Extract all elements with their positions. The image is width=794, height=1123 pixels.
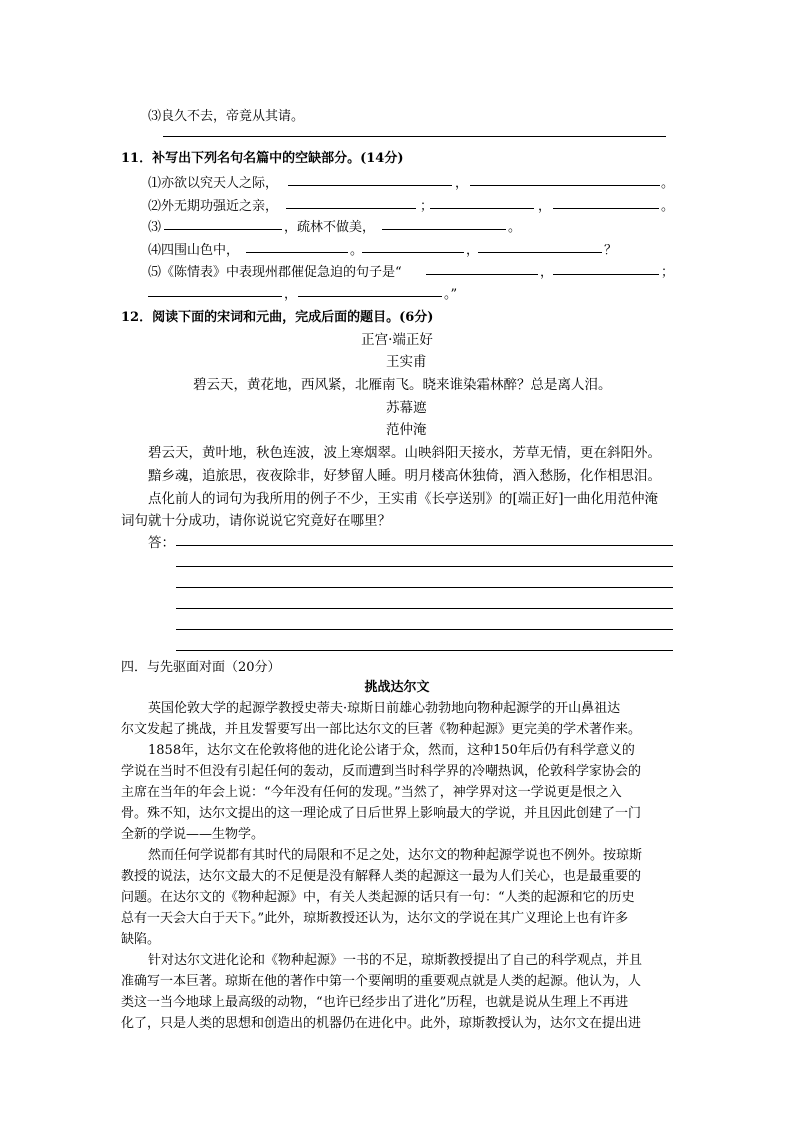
- q11-line-1-text: ⑴亦欲以究天人之际，: [148, 176, 279, 191]
- article-line: 学说在当时不但没有引起任何的轰动，反而遭到当时科学界的冷嘲热讽，伦敦科学家协会的: [121, 764, 642, 779]
- article-line: 针对达尔文进化论和《物种起源》一书的不足，琼斯教授提出了自己的科学观点，并且: [148, 953, 643, 968]
- poem-2-line-1: 碧云天，黄叶地，秋色连波，波上寒烟翠。山映斜阳天接水，芳草无情，更在斜阳外。: [148, 445, 661, 461]
- blank[interactable]: [362, 252, 464, 253]
- article-line: 全新的学说——生物学。: [121, 827, 265, 842]
- poem-2-title: 苏幕遮: [386, 400, 427, 416]
- answer-label: 答：: [148, 535, 175, 551]
- blank[interactable]: [382, 229, 506, 230]
- answer-line[interactable]: [176, 587, 673, 588]
- punctuation: ，: [284, 287, 298, 302]
- poem-1-text: 碧云天，黄花地，西风紧，北雁南飞。晓来谁染霜林醉？总是离人泪。: [193, 377, 612, 393]
- article-line: 准确写一本巨著。琼斯在他的著作中第一个要阐明的重要观点就是人类的起源。他认为，人: [121, 974, 642, 989]
- blank[interactable]: [553, 208, 659, 209]
- punctuation: 。: [661, 199, 675, 214]
- answer-line[interactable]: [176, 629, 673, 630]
- answer-line[interactable]: [176, 545, 673, 546]
- poem-2-line-2: 黯乡魂，追旅思，夜夜除非，好梦留人睡。明月楼高休独倚，酒入愁肠，化作相思泪。: [148, 468, 661, 484]
- article-title: 挑战达尔文: [364, 680, 430, 695]
- punctuation: ，: [538, 199, 552, 214]
- article-line: 1858年，达尔文在伦敦将他的进化论公诸于众，然而，这种150年后仍有科学意义的: [148, 743, 635, 758]
- punctuation: ；: [420, 199, 434, 214]
- q12-question-line-1: 点化前人的词句为我所用的例子不少，王实甫《长亭送别》的[端正好]一曲化用范仲淹: [148, 491, 659, 507]
- answer-line[interactable]: [176, 608, 673, 609]
- punctuation: 。: [350, 243, 364, 258]
- blank[interactable]: [470, 185, 660, 186]
- blank[interactable]: [553, 274, 659, 275]
- poem-2-author: 范仲淹: [386, 422, 427, 438]
- punctuation: ，: [455, 176, 469, 191]
- article-line: 总有一天会大白于天下。”此外，琼斯教授还认为，达尔文的学说在其广义理论上也有许多: [121, 911, 629, 926]
- punctuation: ？: [604, 243, 618, 258]
- poem-1-author: 王实甫: [386, 354, 427, 370]
- q11-line-5-text: ⑸《陈情表》中表现州郡催促急迫的句子是“: [148, 265, 402, 280]
- answer-line[interactable]: [176, 566, 673, 567]
- q11-line-4-text: ⑷四围山色中，: [148, 243, 240, 258]
- question-12-title: 12．阅读下面的宋词和元曲，完成后面的题目。(6分): [121, 310, 434, 325]
- article-line: 化了，只是人类的思想和创造出的机器仍在进化中。此外，琼斯教授认为，达尔文在提出进: [121, 1016, 642, 1031]
- article-line: 尔文发起了挑战，并且发誓要写出一部比达尔文的巨著《物种起源》更完美的学术著作来。: [121, 722, 642, 737]
- article-line: 教授的说法，达尔文最大的不足便是没有解释人类的起源这一最为人们关心，也是最重要的: [121, 869, 642, 884]
- punctuation: 。: [508, 220, 522, 235]
- punctuation: 。”: [444, 287, 458, 302]
- article-line: 然而任何学说都有其时代的局限和不足之处，达尔文的物种起源学说也不例外。按琼斯: [148, 848, 643, 863]
- article-line: 问题。在达尔文的《物种起源》中，有关人类起源的话只有一句：“人类的起源和它的历史: [121, 890, 635, 905]
- q11-line-3-middle: ，疏林不做美，: [284, 220, 376, 235]
- blank[interactable]: [478, 252, 602, 253]
- blank[interactable]: [246, 252, 348, 253]
- blank[interactable]: [288, 185, 452, 186]
- q10-sentence-3: ⑶良久不去，帝竟从其请。: [148, 109, 305, 124]
- question-11-title: 11．补写出下列名句名篇中的空缺部分。(14分): [121, 151, 404, 166]
- punctuation: ；: [661, 265, 675, 280]
- article-line: 缺陷。: [121, 932, 161, 947]
- punctuation: ，: [540, 265, 554, 280]
- blank[interactable]: [286, 208, 416, 209]
- blank[interactable]: [298, 296, 442, 297]
- q11-line-3-text: ⑶: [148, 220, 162, 235]
- article-line: 类这一当今地球上最高级的动物，“也许已经步出了进化”历程，也就是说从生理上不再进: [121, 995, 629, 1010]
- blank[interactable]: [430, 208, 534, 209]
- answer-line[interactable]: [176, 650, 673, 651]
- q12-question-line-2: 词句就十分成功，请你说说它究竟好在哪里？: [121, 513, 391, 529]
- blank[interactable]: [164, 229, 282, 230]
- punctuation: 。: [661, 176, 675, 191]
- article-line: 主席在当年的年会上说：“今年没有任何的发现。”当然了，神学界对这一学说更是恨之入: [121, 785, 622, 800]
- answer-line[interactable]: [163, 136, 666, 137]
- section-4-heading: 四．与先驱面对面（20分）: [121, 660, 281, 675]
- q11-line-2-text: ⑵外无期功强近之亲，: [148, 199, 279, 214]
- poem-1-title: 正宫·端正好: [361, 332, 433, 348]
- article-line: 骨。殊不知，达尔文提出的这一理论成了日后世界上影响最大的学说，并且因此创建了一门: [121, 806, 642, 821]
- blank[interactable]: [148, 296, 282, 297]
- blank[interactable]: [426, 274, 538, 275]
- article-line: 英国伦敦大学的起源学教授史蒂夫·琼斯日前雄心勃勃地向物种起源学的开山鼻祖达: [148, 701, 621, 716]
- punctuation: ，: [466, 243, 480, 258]
